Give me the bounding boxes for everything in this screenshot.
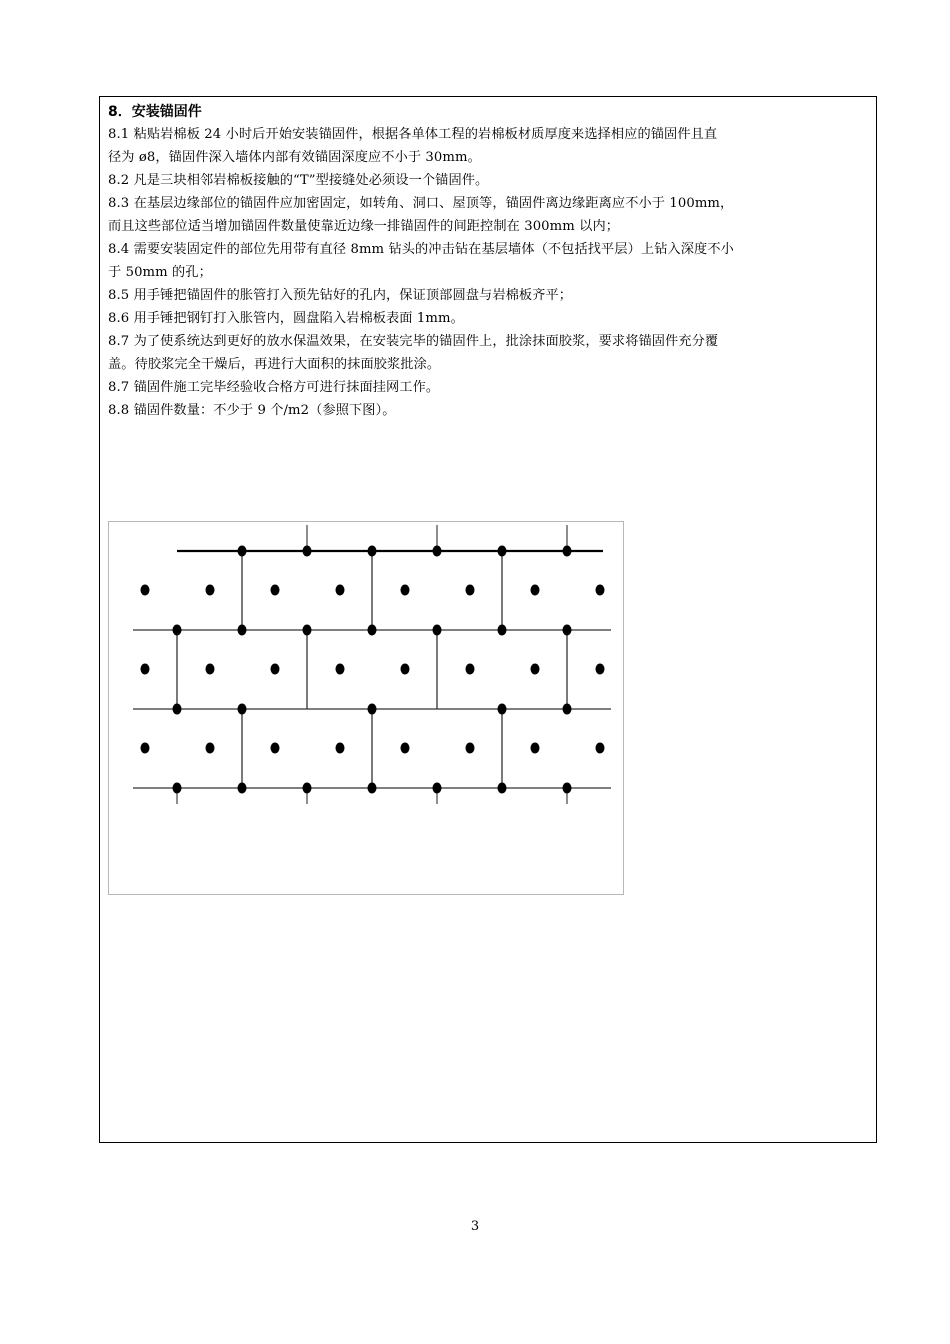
paragraph-line: 8.7 为了使系统达到更好的放水保温效果，在安装完毕的锚固件上，批涂抹面胶浆，要求将锚固件充分覆 <box>108 334 719 349</box>
anchor-dot <box>238 625 247 636</box>
anchor-dot <box>466 585 475 596</box>
anchor-dot <box>466 664 475 675</box>
anchor-dot <box>303 783 312 794</box>
anchor-dot <box>563 625 572 636</box>
anchor-dot <box>238 783 247 794</box>
anchor-dot <box>531 664 540 675</box>
paragraph-line: 而且这些部位适当增加锚固件数量使靠近边缘一排锚固件的间距控制在 300mm 以内； <box>108 219 620 234</box>
anchor-dot <box>141 585 150 596</box>
anchor-dot <box>271 664 280 675</box>
anchor-dot <box>498 704 507 715</box>
anchor-dot <box>238 546 247 557</box>
anchor-dot <box>206 585 215 596</box>
paragraph-line: 8.6 用手锤把钢钉打入胀管内，圆盘陷入岩棉板表面 1mm。 <box>108 311 464 326</box>
anchor-dot <box>206 664 215 675</box>
page-number: 3 <box>470 1219 480 1234</box>
anchor-dot <box>173 783 182 794</box>
anchor-layout-figure <box>108 521 624 895</box>
anchor-dot <box>466 743 475 754</box>
anchor-dot <box>238 704 247 715</box>
anchor-dot <box>433 625 442 636</box>
paragraph-line: 8.3 在基层边缘部位的锚固件应加密固定，如转角、洞口、屋顶等，锚固件离边缘距离应不小于 100mm， <box>108 196 734 211</box>
anchor-dot <box>141 664 150 675</box>
anchor-dot <box>368 546 377 557</box>
anchor-dot <box>141 743 150 754</box>
anchor-dot <box>173 625 182 636</box>
anchor-dot <box>498 625 507 636</box>
anchor-dot <box>531 585 540 596</box>
anchor-dot <box>368 625 377 636</box>
anchor-dot <box>368 783 377 794</box>
anchor-dot <box>401 743 410 754</box>
anchor-dot <box>368 704 377 715</box>
anchor-layout-diagram <box>109 522 623 894</box>
paragraph-line: 8.4 需要安装固定件的部位先用带有直径 8mm 钻头的冲击钻在基层墙体（不包括找平层）上钻入深度不小 <box>108 242 734 257</box>
anchor-dot <box>596 585 605 596</box>
paragraph-line: 8.8 锚固件数量：不少于 9 个/m2（参照下图）。 <box>108 403 396 418</box>
section-heading: 8．安装锚固件 <box>108 104 202 120</box>
anchor-dot <box>563 704 572 715</box>
anchor-dot <box>173 704 182 715</box>
content-frame <box>99 96 877 1143</box>
anchor-dot <box>401 585 410 596</box>
anchor-dot <box>433 783 442 794</box>
anchor-dot <box>303 546 312 557</box>
anchor-dot <box>336 743 345 754</box>
anchor-dot <box>433 546 442 557</box>
anchor-dot <box>563 783 572 794</box>
anchor-dot <box>303 625 312 636</box>
anchor-dot <box>401 664 410 675</box>
paragraph-line: 盖。待胶浆完全干燥后，再进行大面积的抹面胶浆批涂。 <box>108 357 441 372</box>
anchor-dot <box>336 664 345 675</box>
section-text <box>108 101 872 422</box>
anchor-dot <box>271 743 280 754</box>
paragraph-line: 8.5 用手锤把锚固件的胀管打入预先钻好的孔内，保证顶部圆盘与岩棉板齐平； <box>108 288 573 303</box>
paragraph-line: 径为 ø8，锚固件深入墙体内部有效锚固深度应不小于 30mm。 <box>108 150 481 165</box>
anchor-dot <box>596 743 605 754</box>
anchor-dot <box>498 546 507 557</box>
anchor-dot <box>563 546 572 557</box>
anchor-dot <box>336 585 345 596</box>
paragraph-line: 8.7 锚固件施工完毕经验收合格方可进行抹面挂网工作。 <box>108 380 440 395</box>
paragraph-line: 8.2 凡是三块相邻岩棉板接触的“T”型接缝处必须设一个锚固件。 <box>108 173 489 188</box>
anchor-dot <box>531 743 540 754</box>
anchor-dot <box>271 585 280 596</box>
anchor-dot <box>498 783 507 794</box>
anchor-dot <box>206 743 215 754</box>
paragraph-line: 于 50mm 的孔； <box>108 265 212 280</box>
paragraph-line: 8.1 粘贴岩棉板 24 小时后开始安装锚固件，根据各单体工程的岩棉板材质厚度来选择相应的锚固件且直 <box>108 127 718 142</box>
anchor-dot <box>596 664 605 675</box>
